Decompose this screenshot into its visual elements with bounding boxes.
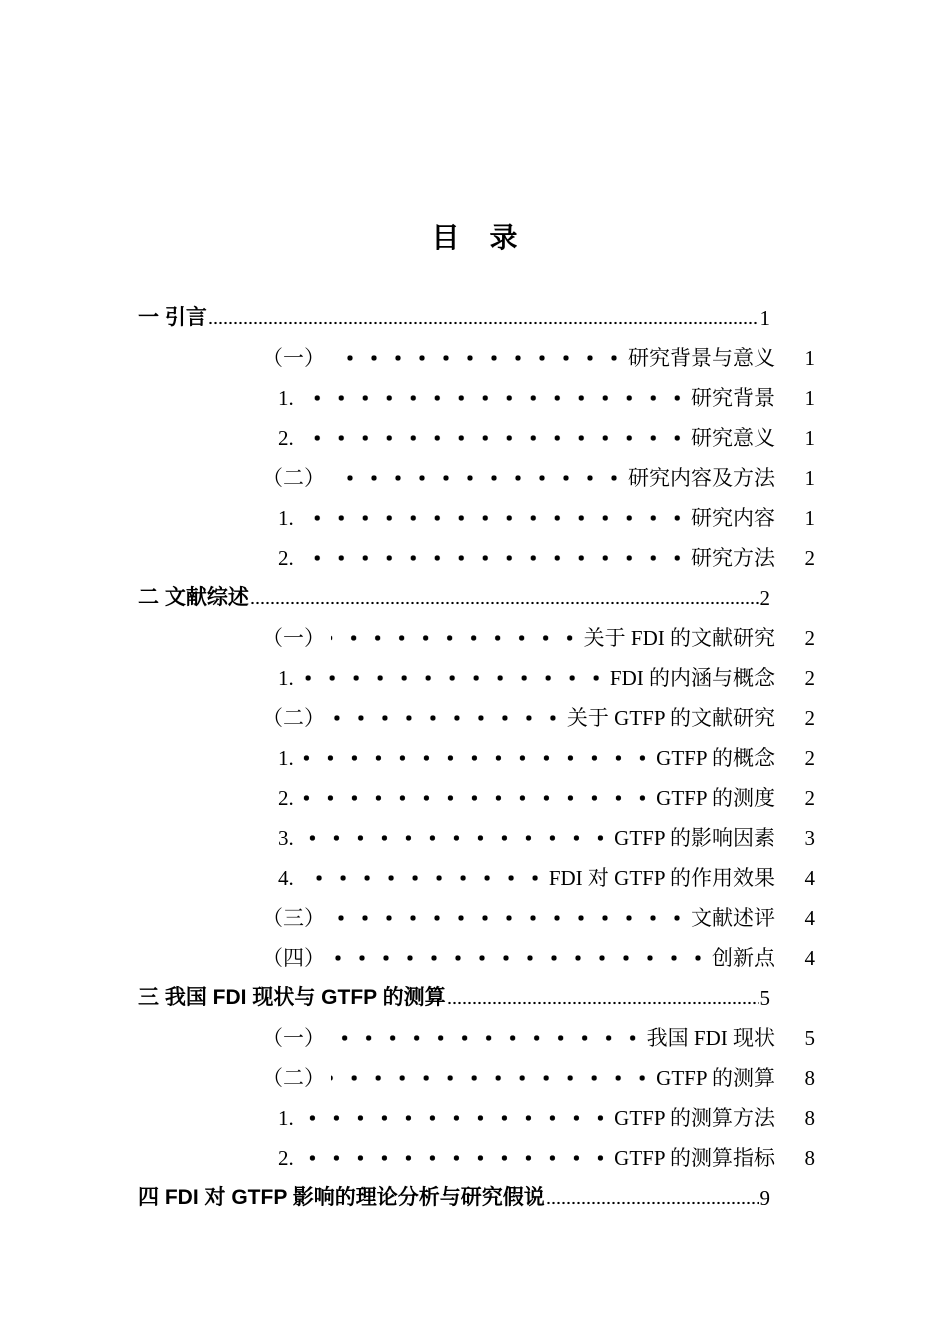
toc-entry-label: 2. bbox=[278, 546, 294, 570]
toc-entry-label: 3. bbox=[278, 826, 294, 850]
toc-list bbox=[138, 298, 815, 1218]
toc-entry-page-number: 4 bbox=[804, 906, 815, 930]
toc-entry-page-number: 2 bbox=[804, 786, 815, 810]
dot-leader-icon bbox=[300, 498, 687, 538]
toc-entry-label: 1. bbox=[278, 666, 294, 690]
toc-entry-title: 研究内容及方法 bbox=[628, 466, 775, 490]
toc-entry-title: 我国 FDI 现状 bbox=[646, 1026, 775, 1050]
toc-entry-page-number: 8 bbox=[804, 1066, 815, 1090]
toc-entry-title: FDI 的内涵与概念 bbox=[609, 666, 775, 690]
toc-entry-label: （二） bbox=[262, 1066, 325, 1090]
page-title: 目 录 bbox=[431, 223, 519, 254]
toc-entry-title: GTFP 的测算方法 bbox=[614, 1106, 775, 1130]
dot-leader-icon bbox=[300, 658, 606, 698]
toc-entry-level3[interactable] bbox=[138, 858, 815, 898]
toc-entry-level3[interactable] bbox=[138, 778, 815, 818]
toc-entry-page-number: 2 bbox=[804, 706, 815, 730]
toc-entry-title: GTFP 的概念 bbox=[656, 746, 775, 770]
dot-leader-icon bbox=[208, 298, 759, 338]
toc-entry-level3[interactable] bbox=[138, 378, 815, 418]
toc-entry-label: 4. bbox=[278, 866, 294, 890]
toc-entry-title: 关于 FDI 的文献研究 bbox=[583, 626, 775, 650]
toc-entry-title: GTFP 的影响因素 bbox=[614, 826, 775, 850]
toc-entry-title: GTFP 的测度 bbox=[656, 786, 775, 810]
toc-entry-level2[interactable] bbox=[138, 338, 815, 378]
toc-entry-title: 研究方法 bbox=[691, 546, 775, 570]
dot-leader-icon bbox=[300, 738, 652, 778]
toc-entry-label: 三 我国 FDI 现状与 GTFP 的测算 bbox=[138, 986, 446, 1009]
toc-entry-page-number: 4 bbox=[804, 946, 815, 970]
dot-leader-icon bbox=[331, 458, 624, 498]
toc-entry-page-number: 2 bbox=[804, 626, 815, 650]
toc-entry-level3[interactable] bbox=[138, 738, 815, 778]
dot-leader-icon bbox=[331, 898, 687, 938]
toc-entry-title: GTFP 的测算 bbox=[656, 1066, 775, 1090]
toc-entry-level2[interactable] bbox=[138, 1018, 815, 1058]
toc-entry-label: （一） bbox=[262, 1026, 325, 1050]
toc-entry-page-number: 2 bbox=[759, 586, 770, 610]
toc-entry-page-number: 9 bbox=[759, 1186, 770, 1210]
dot-leader-icon bbox=[331, 618, 580, 658]
toc-entry-page-number: 1 bbox=[759, 306, 770, 330]
toc-entry-label: 一 引言 bbox=[138, 306, 207, 329]
dot-leader-icon bbox=[300, 818, 610, 858]
toc-entry-page-number: 2 bbox=[804, 746, 815, 770]
dot-leader-icon bbox=[331, 938, 708, 978]
dot-leader-icon bbox=[331, 1058, 652, 1098]
toc-entry-level2[interactable] bbox=[138, 938, 815, 978]
toc-entry-page-number: 8 bbox=[804, 1146, 815, 1170]
toc-entry-level2[interactable] bbox=[138, 618, 815, 658]
toc-entry-level3[interactable] bbox=[138, 658, 815, 698]
toc-entry-page-number: 3 bbox=[804, 826, 815, 850]
toc-entry-level3[interactable] bbox=[138, 538, 815, 578]
toc-entry-level2[interactable] bbox=[138, 898, 815, 938]
toc-entry-level3[interactable] bbox=[138, 1138, 815, 1178]
dot-leader-icon bbox=[331, 1018, 643, 1058]
toc-entry-level1[interactable] bbox=[138, 978, 815, 1018]
toc-entry-title: 研究背景与意义 bbox=[628, 346, 775, 370]
toc-entry-page-number: 2 bbox=[804, 666, 815, 690]
toc-entry-page-number: 1 bbox=[804, 506, 815, 530]
dot-leader-icon bbox=[300, 858, 545, 898]
toc-entry-label: （四） bbox=[262, 946, 325, 970]
toc-entry-level3[interactable] bbox=[138, 1098, 815, 1138]
toc-entry-page-number: 2 bbox=[804, 546, 815, 570]
toc-entry-level1[interactable] bbox=[138, 578, 815, 618]
toc-entry-label: 1. bbox=[278, 746, 294, 770]
toc-entry-level1[interactable] bbox=[138, 298, 815, 338]
toc-entry-label: （一） bbox=[262, 626, 325, 650]
toc-entry-label: 四 FDI 对 GTFP 影响的理论分析与研究假说 bbox=[138, 1186, 545, 1209]
toc-entry-title: 文献述评 bbox=[691, 906, 775, 930]
toc-entry-label: 2. bbox=[278, 1146, 294, 1170]
toc-entry-label: 1. bbox=[278, 386, 294, 410]
toc-entry-title: FDI 对 GTFP 的作用效果 bbox=[548, 866, 775, 890]
toc-entry-title: 研究意义 bbox=[691, 426, 775, 450]
toc-entry-page-number: 4 bbox=[804, 866, 815, 890]
toc-entry-page-number: 5 bbox=[759, 986, 770, 1010]
dot-leader-icon bbox=[331, 698, 563, 738]
toc-entry-label: 2. bbox=[278, 786, 294, 810]
toc-entry-level2[interactable] bbox=[138, 698, 815, 738]
dot-leader-icon bbox=[250, 578, 759, 618]
toc-entry-label: 二 文献综述 bbox=[138, 586, 249, 609]
dot-leader-icon bbox=[300, 538, 687, 578]
toc-entry-page-number: 5 bbox=[804, 1026, 815, 1050]
toc-entry-title: GTFP 的测算指标 bbox=[614, 1146, 775, 1170]
toc-entry-label: 2. bbox=[278, 426, 294, 450]
toc-entry-label: 1. bbox=[278, 506, 294, 530]
toc-entry-title: 关于 GTFP 的文献研究 bbox=[566, 706, 775, 730]
toc-entry-level2[interactable] bbox=[138, 458, 815, 498]
dot-leader-icon bbox=[447, 978, 759, 1018]
toc-entry-label: （一） bbox=[262, 346, 325, 370]
toc-entry-level3[interactable] bbox=[138, 818, 815, 858]
toc-entry-title: 研究背景 bbox=[691, 386, 775, 410]
toc-entry-level1[interactable] bbox=[138, 1178, 815, 1218]
toc-entry-level3[interactable] bbox=[138, 418, 815, 458]
toc-entry-label: （二） bbox=[262, 706, 325, 730]
toc-entry-page-number: 8 bbox=[804, 1106, 815, 1130]
toc-entry-level3[interactable] bbox=[138, 498, 815, 538]
dot-leader-icon bbox=[300, 418, 687, 458]
toc-entry-page-number: 1 bbox=[804, 346, 815, 370]
dot-leader-icon bbox=[300, 1098, 610, 1138]
toc-entry-title: 研究内容 bbox=[691, 506, 775, 530]
dot-leader-icon bbox=[300, 1138, 610, 1178]
toc-entry-label: 1. bbox=[278, 1106, 294, 1130]
dot-leader-icon bbox=[300, 778, 652, 818]
toc-entry-page-number: 1 bbox=[804, 386, 815, 410]
toc-entry-title: 创新点 bbox=[712, 946, 775, 970]
toc-entry-level2[interactable] bbox=[138, 1058, 815, 1098]
dot-leader-icon bbox=[546, 1178, 759, 1218]
toc-entry-label: （二） bbox=[262, 466, 325, 490]
dot-leader-icon bbox=[331, 338, 624, 378]
toc-entry-label: （三） bbox=[262, 906, 325, 930]
dot-leader-icon bbox=[300, 378, 687, 418]
toc-entry-page-number: 1 bbox=[804, 426, 815, 450]
toc-entry-page-number: 1 bbox=[804, 466, 815, 490]
